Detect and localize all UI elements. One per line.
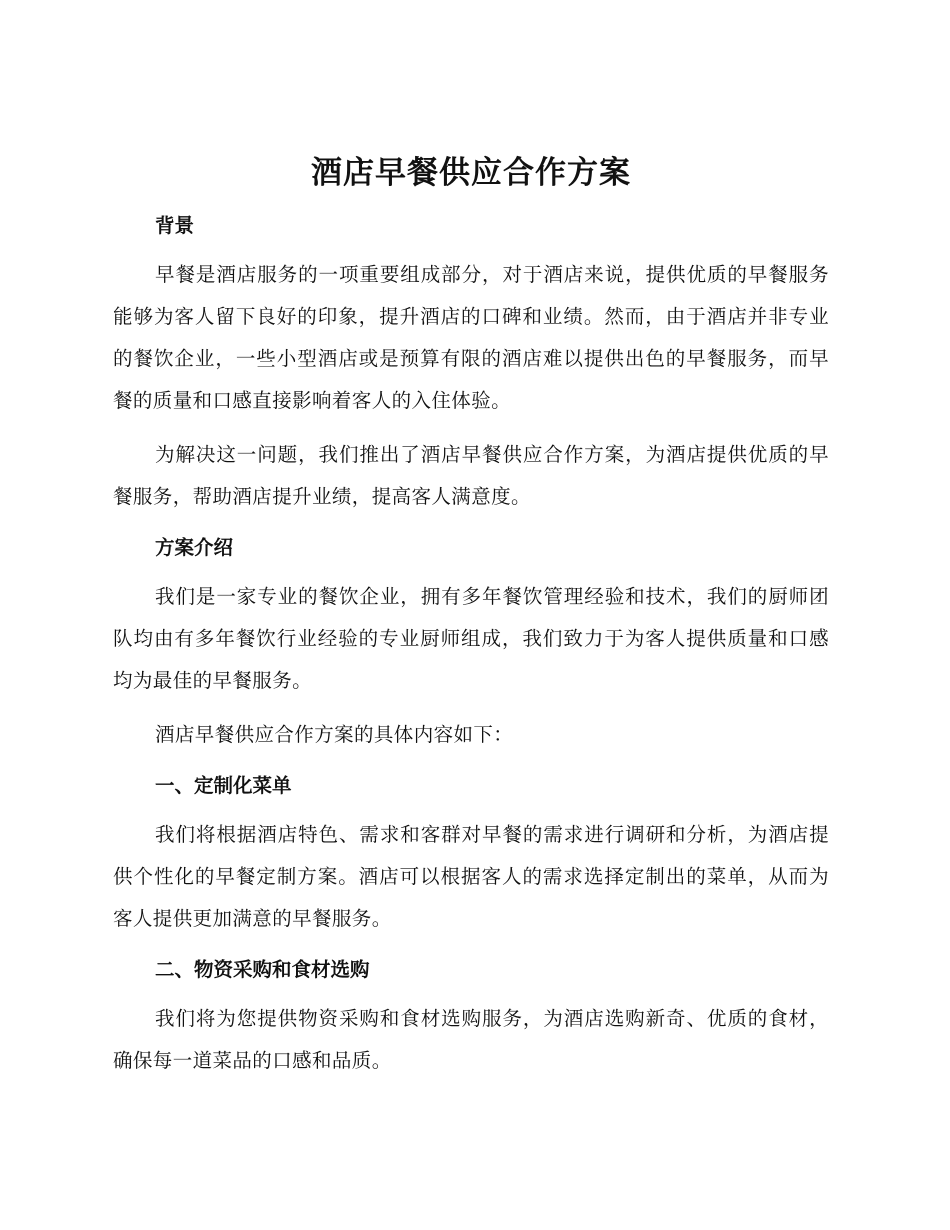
document-body xyxy=(113,148,829,1082)
paragraph: 我们将为您提供物资采购和食材选购服务，为酒店选购新奇、优质的食材，确保每一道菜品的口感和品质。 xyxy=(113,1007,829,1072)
section-heading: 方案介绍 xyxy=(155,536,234,559)
paragraph: 为解决这一问题，我们推出了酒店早餐供应合作方案，为酒店提供优质的早餐服务，帮助酒店提升业绩，提高客人满意度。 xyxy=(113,443,829,508)
document-title: 酒店早餐供应合作方案 xyxy=(311,155,631,191)
paragraph: 早餐是酒店服务的一项重要组成部分，对于酒店来说，提供优质的早餐服务能够为客人留下良好的印象，提升酒店的口碑和业绩。然而，由于酒店并非专业的餐饮企业，一些小型酒店或是预算有限的酒店难以提供出色的早餐服务，而早餐的质量和口感直接影响着客人的入住体验。 xyxy=(113,263,829,412)
section-heading: 一、定制化菜单 xyxy=(155,774,292,797)
section-plan-intro xyxy=(113,530,829,756)
section-heading: 二、物资采购和食材选购 xyxy=(155,958,370,981)
section-custom-menu xyxy=(113,768,829,940)
paragraph: 我们是一家专业的餐饮企业，拥有多年餐饮管理经验和技术，我们的厨师团队均由有多年餐饮行业经验的专业厨师组成，我们致力于为客人提供质量和口感均为最佳的早餐服务。 xyxy=(113,585,829,692)
paragraph: 我们将根据酒店特色、需求和客群对早餐的需求进行调研和分析，为酒店提供个性化的早餐定制方案。酒店可以根据客人的需求选择定制出的菜单，从而为客人提供更加满意的早餐服务。 xyxy=(113,823,829,930)
paragraph: 酒店早餐供应合作方案的具体内容如下： xyxy=(155,723,514,746)
section-heading: 背景 xyxy=(155,214,195,237)
section-procurement xyxy=(113,952,829,1082)
section-background xyxy=(113,208,829,518)
